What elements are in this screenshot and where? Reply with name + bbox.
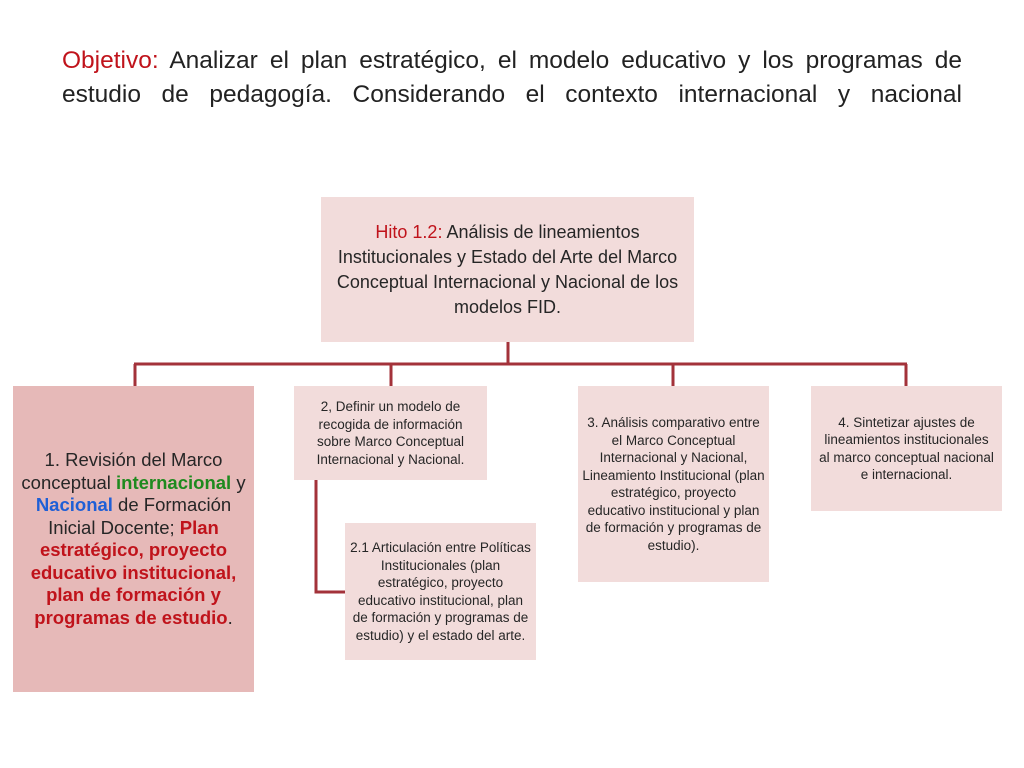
step-1-part-5: de Formación Inicial Docente; (48, 494, 232, 538)
milestone-label: Hito 1.2: (375, 221, 443, 242)
step-4-box (811, 386, 1002, 511)
milestone-text (333, 220, 682, 320)
step-2-box (294, 386, 487, 480)
step-1-box (13, 386, 254, 692)
sub-branch-2-1 (316, 480, 345, 592)
milestone-description: Análisis de lineamientos Institucionales y Estado del Arte del Marco Conceptual Internacional y Nacional de los modelos FID. (336, 221, 679, 317)
step-2-1-box (345, 523, 536, 660)
objective-text: Analizar el plan estratégico, el modelo educativo y los programas de estudio de pedagogía. Considerando el contexto internacional y nacional (62, 47, 962, 108)
step-4-text: 4. Sintetizar ajustes de lineamientos institucionales al marco conceptual nacional e internacional. (819, 414, 994, 482)
step-1-plan: Plan estratégico, proyecto educativo institucional, plan de formación y programas de estudio (30, 516, 237, 628)
step-1-internacional: internacional (116, 471, 232, 493)
step-1-part-3: y (231, 471, 246, 493)
objective-label: Objetivo: (62, 47, 159, 74)
step-3-text: 3. Análisis comparativo entre el Marco Conceptual Internacional y Nacional, Lineamiento Institucional (plan estratégico, proyecto educativo institucional y plan de formación y programas de estudio). (582, 415, 765, 553)
milestone-box (321, 197, 694, 342)
step-1-nacional: Nacional (35, 494, 113, 515)
step-1-part-7: . (227, 606, 233, 628)
step-1-part-1: 1. Revisión del Marco conceptual (21, 449, 223, 493)
step-3-box (578, 386, 769, 582)
step-2-text: 2, Definir un modelo de recogida de información sobre Marco Conceptual Internacional y Nacional. (316, 399, 465, 467)
step-2-1-text: 2.1 Articulación entre Políticas Institucionales (plan estratégico, proyecto educativo institucional, plan de formación y programas de estudio) y el estado del arte. (350, 540, 531, 643)
step-1-text (21, 449, 246, 629)
